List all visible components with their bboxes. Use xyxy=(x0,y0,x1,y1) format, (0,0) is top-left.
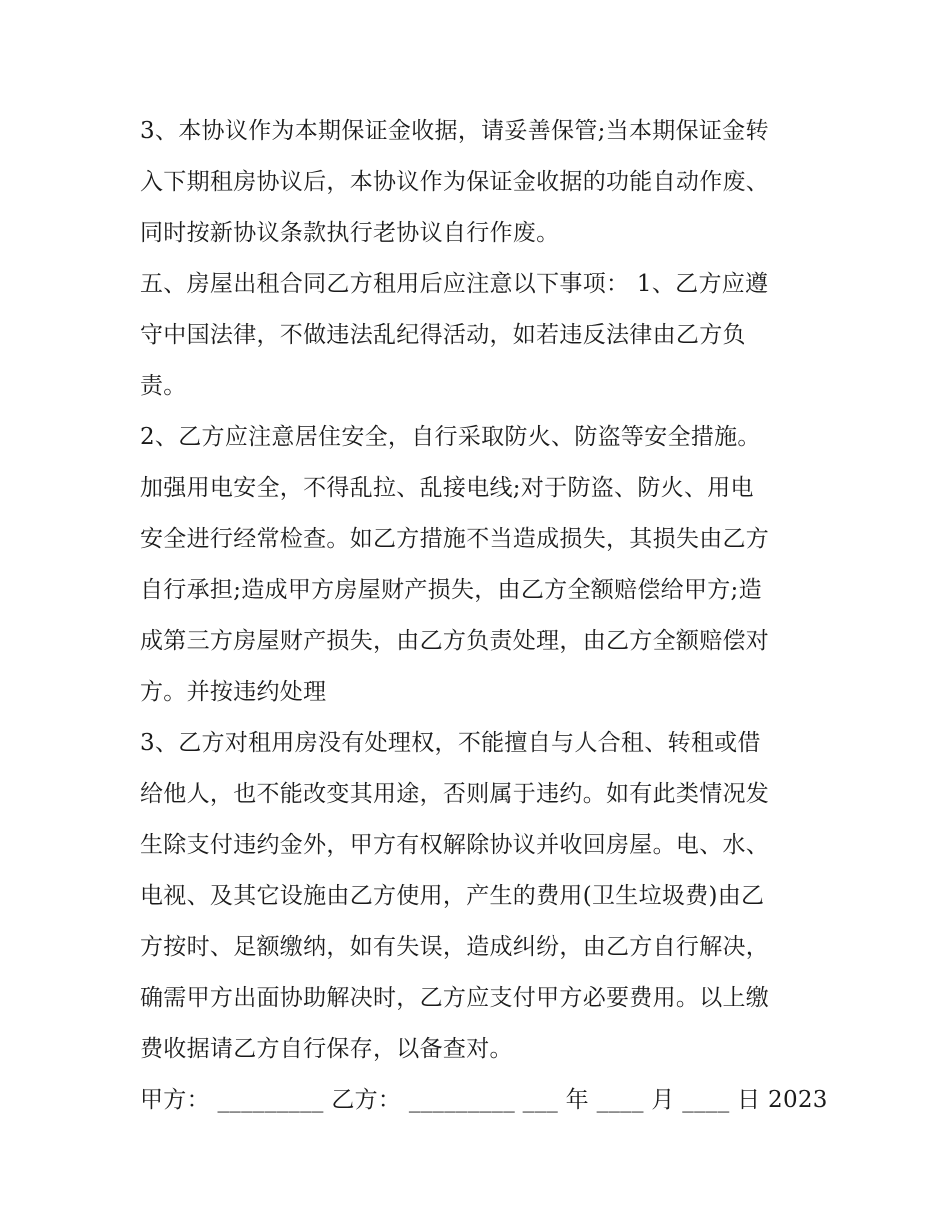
text-line: 2、乙方应注意居住安全，自行采取防火、防盗等安全措施。 xyxy=(140,424,761,450)
text-line: 安全进行经常检查。如乙方措施不当造成损失，其损失由乙方 xyxy=(140,526,770,552)
text-line: 生除支付违约金外，甲方有权解除协议并收回房屋。电、水、 xyxy=(140,832,770,858)
text-line: 电视、及其它设施由乙方使用，产生的费用(卫生垃圾费)由乙 xyxy=(140,883,765,909)
text-line: 加强用电安全，不得乱拉、乱接电线;对于防盗、防火、用电 xyxy=(140,475,754,501)
text-line: 方按时、足额缴纳，如有失误，造成纠纷，由乙方自行解决， xyxy=(140,934,770,960)
text-line: 五、房屋出租合同乙方租用后应注意以下事项： 1、乙方应遵 xyxy=(140,271,769,297)
text-line: 自行承担;造成甲方房屋财产损失，由乙方全额赔偿给甲方;造 xyxy=(140,577,762,603)
signature-line: 甲方： _________ 乙方： _________ ___ 年 ____ 月 ____ 日 2023 xyxy=(140,1087,828,1113)
text-line: 费收据请乙方自行保存，以备查对。 xyxy=(140,1036,513,1062)
text-line: 给他人，也不能改变其用途，否则属于违约。如有此类情况发 xyxy=(140,781,770,807)
text-line: 入下期租房协议后，本协议作为保证金收据的功能自动作废、 xyxy=(140,169,770,195)
text-line: 3、本协议作为本期保证金收据，请妥善保管;当本期保证金转 xyxy=(140,118,769,144)
contract-text xyxy=(140,106,828,1126)
text-line: 守中国法律，不做违法乱纪得活动，如若违反法律由乙方负 xyxy=(140,322,746,348)
text-line: 责。 xyxy=(140,373,187,399)
text-line: 3、乙方对租用房没有处理权，不能擅自与人合租、转租或借 xyxy=(140,730,761,756)
text-line: 方。并按违约处理 xyxy=(140,679,327,705)
text-line: 成第三方房屋财产损失，由乙方负责处理，由乙方全额赔偿对 xyxy=(140,628,770,654)
text-line: 同时按新协议条款执行老协议自行作废。 xyxy=(140,220,560,246)
text-line: 确需甲方出面协助解决时，乙方应支付甲方必要费用。以上缴 xyxy=(140,985,770,1011)
